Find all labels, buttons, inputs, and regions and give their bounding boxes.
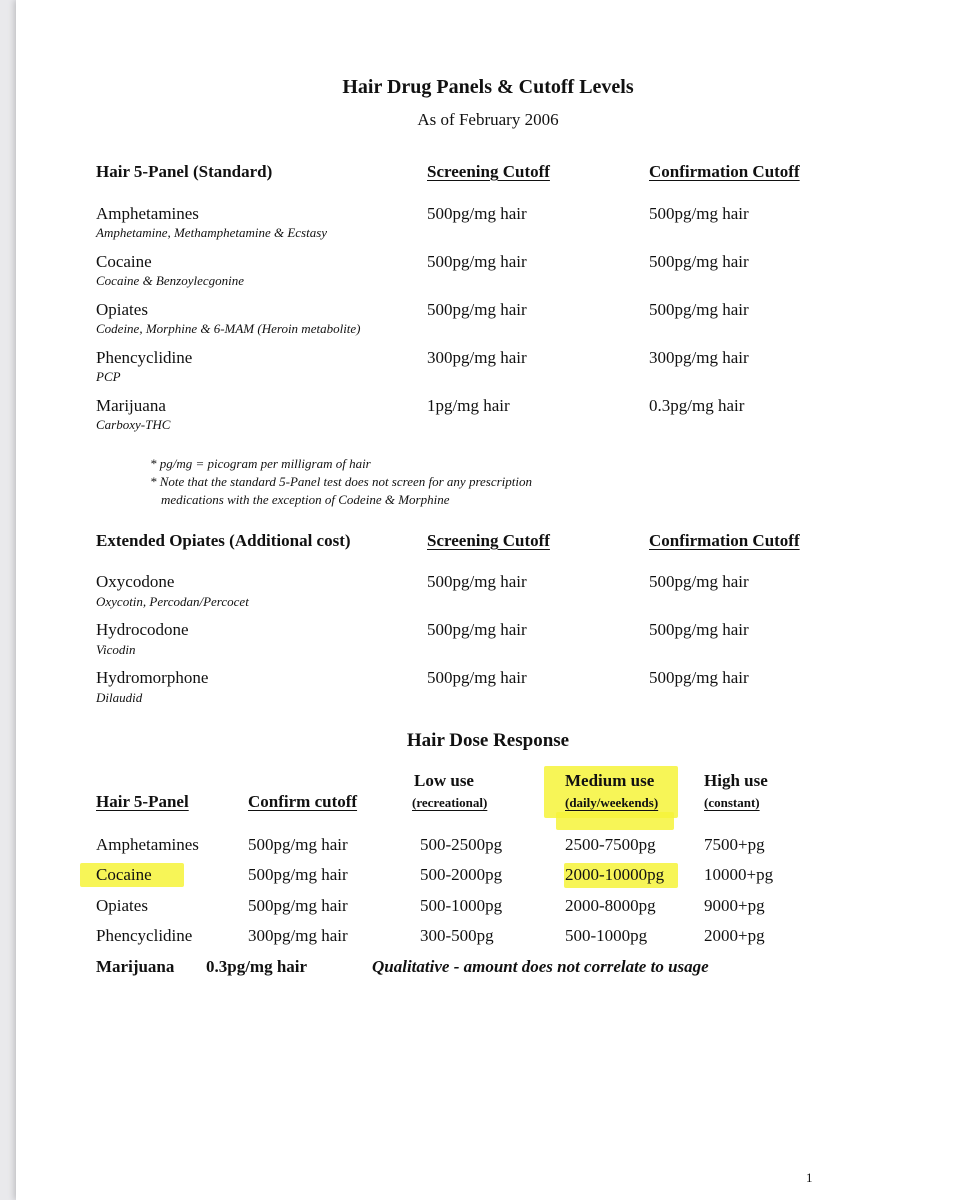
drug-description: Cocaine & Benzoylecgonine — [96, 273, 245, 288]
footnote: medications with the exception of Codeine & Morphine — [161, 492, 450, 507]
dose-medium: 2000-10000pg — [565, 865, 665, 884]
dose-drug-name: Amphetamines — [96, 835, 199, 854]
footnote: * Note that the standard 5-Panel test does not screen for any prescription — [150, 474, 533, 489]
low-use-header: Low use — [414, 771, 474, 790]
dose-cutoff: 500pg/mg hair — [248, 865, 348, 884]
confirmation-value: 300pg/mg hair — [649, 348, 749, 367]
screening-value: 500pg/mg hair — [427, 252, 527, 271]
dose-medium: 500-1000pg — [565, 926, 648, 945]
drug-description: Dilaudid — [96, 690, 143, 705]
extended-panel-heading: Extended Opiates (Additional cost) — [96, 531, 351, 550]
drug-description: Amphetamine, Methamphetamine & Ecstasy — [96, 225, 328, 240]
screening-value: 500pg/mg hair — [427, 300, 527, 319]
confirmation-value: 0.3pg/mg hair — [649, 396, 745, 415]
drug-name: Amphetamines — [96, 204, 199, 223]
medium-use-header: Medium use — [565, 771, 655, 790]
high-use-subheader: (constant) — [704, 795, 760, 810]
standard-screening-header: Screening Cutoff — [427, 162, 550, 181]
drug-name: Hydromorphone — [96, 668, 209, 687]
drug-name: Cocaine — [96, 252, 152, 271]
marijuana-dose-cutoff: 0.3pg/mg hair — [206, 957, 308, 976]
medium-use-subheader: (daily/weekends) — [565, 795, 659, 810]
dose-high: 2000+pg — [704, 926, 765, 945]
screening-value: 500pg/mg hair — [427, 668, 527, 687]
confirmation-value: 500pg/mg hair — [649, 204, 749, 223]
standard-confirmation-header: Confirmation Cutoff — [649, 162, 800, 181]
dose-high: 7500+pg — [704, 835, 765, 854]
dose-high: 10000+pg — [704, 865, 774, 884]
dose-low: 500-2000pg — [420, 865, 503, 884]
dose-cutoff: 500pg/mg hair — [248, 896, 348, 915]
dose-drug-name: Opiates — [96, 896, 148, 915]
screening-value: 1pg/mg hair — [427, 396, 510, 415]
high-use-header: High use — [704, 771, 768, 790]
drug-description: PCP — [96, 369, 121, 384]
confirmation-value: 500pg/mg hair — [649, 620, 749, 639]
drug-name: Phencyclidine — [96, 348, 193, 367]
document-page — [16, 0, 976, 1200]
dose-high: 9000+pg — [704, 896, 765, 915]
confirmation-value: 500pg/mg hair — [649, 252, 749, 271]
footnote: * pg/mg = picogram per milligram of hair — [150, 456, 371, 471]
dose-drug-name: Cocaine — [96, 865, 152, 884]
drug-description: Oxycotin, Percodan/Percocet — [96, 594, 249, 609]
screening-value: 300pg/mg hair — [427, 348, 527, 367]
highlight-medium-use-column — [556, 812, 674, 830]
standard-panel-heading: Hair 5-Panel (Standard) — [96, 162, 273, 181]
confirmation-value: 500pg/mg hair — [649, 668, 749, 687]
drug-description: Codeine, Morphine & 6-MAM (Heroin metabolite) — [96, 321, 361, 336]
marijuana-dose-name: Marijuana — [96, 957, 175, 976]
screening-value: 500pg/mg hair — [427, 204, 527, 223]
extended-screening-header: Screening Cutoff — [427, 531, 550, 550]
screening-value: 500pg/mg hair — [427, 572, 527, 591]
dose-response-heading: Hair Dose Response — [406, 730, 570, 751]
confirmation-value: 500pg/mg hair — [649, 300, 749, 319]
extended-confirmation-header: Confirmation Cutoff — [649, 531, 800, 550]
dose-cutoff: 300pg/mg hair — [248, 926, 348, 945]
page-number: 1 — [806, 1170, 813, 1185]
low-use-subheader: (recreational) — [412, 795, 488, 810]
document-title: Hair Drug Panels & Cutoff Levels — [342, 76, 634, 98]
marijuana-dose-note: Qualitative - amount does not correlate to usage — [372, 957, 709, 976]
drug-description: Carboxy-THC — [96, 417, 171, 432]
document-subtitle: As of February 2006 — [417, 110, 559, 129]
confirmation-value: 500pg/mg hair — [649, 572, 749, 591]
drug-name: Marijuana — [96, 396, 166, 415]
screening-value: 500pg/mg hair — [427, 620, 527, 639]
dose-low: 300-500pg — [420, 926, 494, 945]
drug-name: Hydrocodone — [96, 620, 189, 639]
dose-cutoff: 500pg/mg hair — [248, 835, 348, 854]
drug-name: Opiates — [96, 300, 148, 319]
drug-description: Vicodin — [96, 642, 136, 657]
dose-panel-header: Hair 5-Panel — [96, 792, 189, 811]
drug-name: Oxycodone — [96, 572, 175, 591]
dose-drug-name: Phencyclidine — [96, 926, 193, 945]
dose-low: 500-2500pg — [420, 835, 503, 854]
dose-cutoff-header: Confirm cutoff — [248, 792, 358, 811]
dose-medium: 2500-7500pg — [565, 835, 656, 854]
dose-medium: 2000-8000pg — [565, 896, 656, 915]
dose-low: 500-1000pg — [420, 896, 503, 915]
